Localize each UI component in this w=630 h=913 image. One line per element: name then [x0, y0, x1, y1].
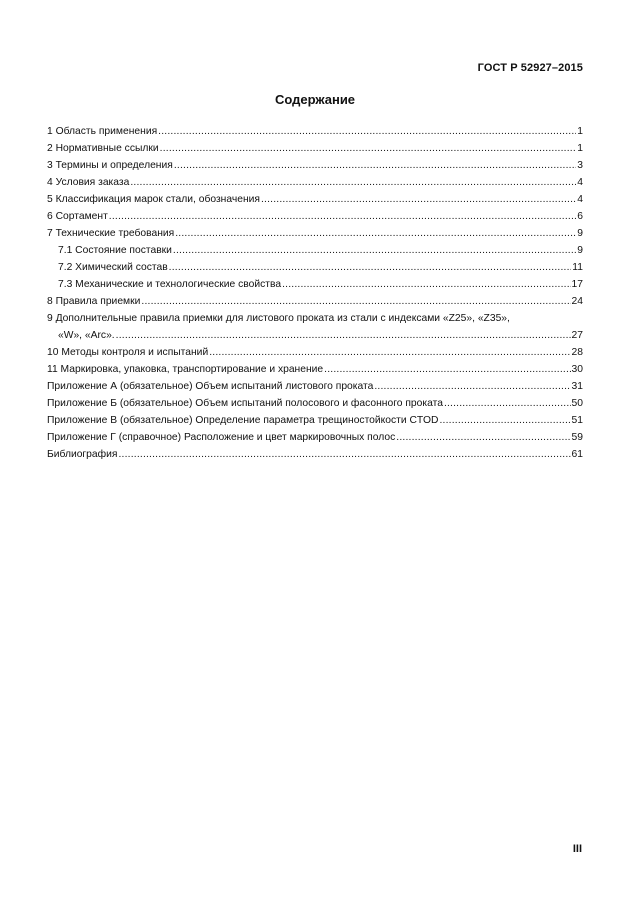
toc-entry[interactable] — [47, 157, 583, 174]
toc-entry-label: 6 Сортамент — [47, 211, 108, 222]
toc-entry[interactable] — [47, 344, 583, 361]
toc-entry-page: 17 — [571, 279, 583, 290]
toc-entry-label: 7.1 Состояние поставки — [58, 245, 172, 256]
toc-leader-dots — [439, 412, 570, 429]
toc-entry-multiline-cont[interactable] — [47, 327, 583, 344]
toc-entry-page: 59 — [571, 432, 583, 443]
toc-entry[interactable] — [47, 225, 583, 242]
toc-leader-dots — [174, 157, 576, 174]
toc-entry-multiline-first[interactable] — [47, 310, 583, 327]
toc-leader-dots — [116, 327, 571, 344]
toc-subentry[interactable] — [47, 276, 583, 293]
toc-leader-dots — [109, 208, 576, 225]
toc-entry-label: Приложение Б (обязательное) Объем испытаний полосового и фасонного проката — [47, 398, 443, 409]
toc-entry[interactable] — [47, 174, 583, 191]
toc-entry-label: 1 Область применения — [47, 126, 158, 137]
toc-entry-label: Библиография — [47, 449, 118, 460]
toc-entry-label-cont: «W», «Arc». — [58, 330, 115, 341]
toc-entry-page: 30 — [571, 364, 583, 375]
toc-leader-dots — [374, 378, 570, 395]
toc-entry-label: 7 Технические требования — [47, 228, 175, 239]
toc-entry[interactable] — [47, 446, 583, 463]
toc-entry-label: Приложение А (обязательное) Объем испытаний листового проката — [47, 381, 374, 392]
toc-entry-label: 3 Термины и определения — [47, 160, 173, 171]
toc-subentry[interactable] — [47, 242, 583, 259]
document-code: ГОСТ Р 52927–2015 — [477, 62, 583, 74]
toc-leader-dots — [209, 344, 570, 361]
toc-entry[interactable] — [47, 208, 583, 225]
toc-leader-dots — [130, 174, 576, 191]
toc-subentry[interactable] — [47, 259, 583, 276]
toc-entry[interactable] — [47, 412, 583, 429]
table-of-contents — [47, 123, 583, 463]
toc-entry-page: 3 — [577, 160, 583, 171]
toc-entry-label: 9 Дополнительные правила приемки для листового проката из стали с индексами «Z25», «Z35», — [47, 313, 510, 324]
toc-entry-page: 6 — [577, 211, 583, 222]
toc-entry-page: 31 — [571, 381, 583, 392]
toc-title: Содержание — [274, 92, 356, 107]
toc-entry-page: 4 — [577, 194, 583, 205]
toc-entry-page: 9 — [577, 245, 583, 256]
toc-entry-page: 11 — [572, 262, 583, 273]
toc-entry-label: Приложение В (обязательное) Определение параметра трещиностойкости CTOD — [47, 415, 439, 426]
toc-leader-dots — [324, 361, 570, 378]
toc-leader-dots — [396, 429, 570, 446]
toc-leader-dots — [282, 276, 570, 293]
page-number: III — [572, 843, 582, 855]
toc-leader-dots — [261, 191, 576, 208]
toc-entry[interactable] — [47, 429, 583, 446]
toc-entry[interactable] — [47, 191, 583, 208]
toc-entry-label: 10 Методы контроля и испытаний — [47, 347, 209, 358]
toc-leader-dots — [169, 259, 572, 276]
toc-entry-label: 5 Классификация марок стали, обозначения — [47, 194, 260, 205]
toc-leader-dots — [160, 140, 577, 157]
toc-entry-page: 1 — [577, 143, 583, 154]
toc-entry-page: 27 — [571, 330, 583, 341]
toc-entry-label: 11 Маркировка, упаковка, транспортирование и хранение — [47, 364, 324, 375]
toc-entry[interactable] — [47, 395, 583, 412]
toc-entry-label: 8 Правила приемки — [47, 296, 141, 307]
toc-entry-page: 51 — [571, 415, 583, 426]
toc-entry[interactable] — [47, 140, 583, 157]
toc-entry-label: 2 Нормативные ссылки — [47, 143, 159, 154]
toc-entry[interactable] — [47, 293, 583, 310]
toc-entry-page: 24 — [571, 296, 583, 307]
toc-entry-page: 61 — [571, 449, 583, 460]
toc-leader-dots — [141, 293, 570, 310]
toc-entry-label: Приложение Г (справочное) Расположение и цвет маркировочных полос — [47, 432, 396, 443]
toc-leader-dots — [175, 225, 576, 242]
toc-entry[interactable] — [47, 123, 583, 140]
toc-entry-label: 4 Условия заказа — [47, 177, 130, 188]
toc-entry-label: 7.3 Механические и технологические свойства — [58, 279, 282, 290]
toc-entry-page: 9 — [577, 228, 583, 239]
toc-entry-page: 1 — [577, 126, 583, 137]
toc-entry-page: 4 — [577, 177, 583, 188]
toc-entry[interactable] — [47, 361, 583, 378]
toc-entry-page: 28 — [571, 347, 583, 358]
toc-entry[interactable] — [47, 378, 583, 395]
toc-entry-label: 7.2 Химический состав — [58, 262, 168, 273]
toc-leader-dots — [118, 446, 570, 463]
toc-leader-dots — [444, 395, 571, 412]
toc-entry-page: 50 — [571, 398, 583, 409]
toc-leader-dots — [173, 242, 576, 259]
toc-leader-dots — [158, 123, 576, 140]
